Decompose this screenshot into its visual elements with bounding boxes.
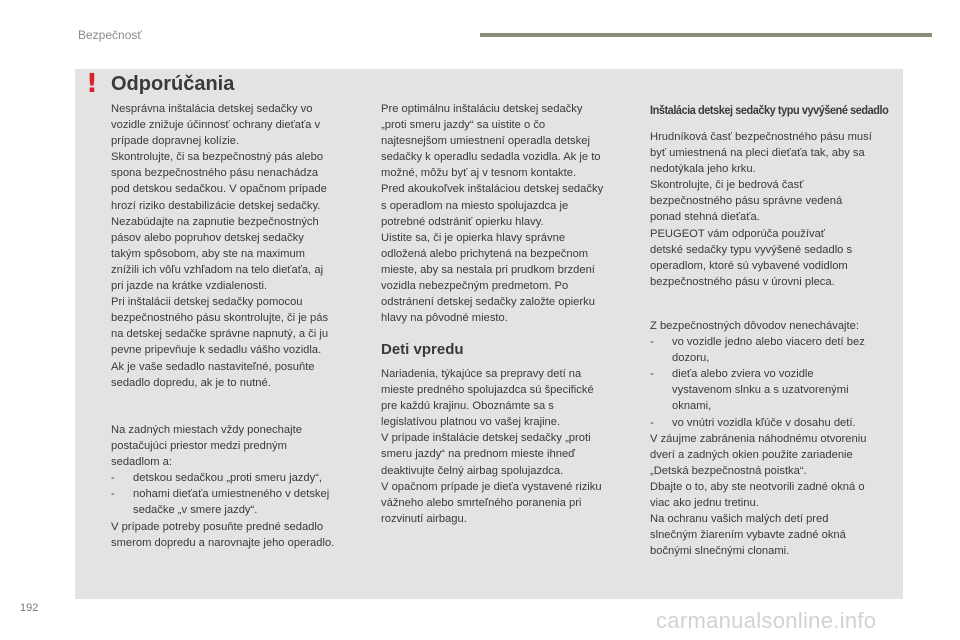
col1-paragraph-1: Nesprávna inštalácia detskej sedačky vo vozidle znižuje účinnosť ochrany dieťaťa v prípade dopravnej kolízie. Skontrolujte, či sa bezpečnostný pás alebo spona bezpečnostného pásu nenachádza pod detskou sedačkou. V opačnom prípade hrozí riziko destabilizácie detskej sedačky. Nezabúdajte na zapnutie bezpečnostných pásov alebo popruhov detskej sedačky takým spôsobom, aby ste na maximum znížili ich vôľu vzhľadom na telo dieťaťa, aj pri jazde na krátke vzdialenosti. Pri inštalácii detskej sedačky pomocou bezpečnostného pásu skontrolujte, či je pás na detskej sedačke správne napnutý, a či ju pevne pripevňuje k sedadlu vášho vozidla. Ak je vaše sedadlo nastaviteľné, posuňte sedadlo dopredu, ak je to nutné. — [111, 103, 329, 389]
col3-paragraph-1: Hrudníková časť bezpečnostného pásu musí byť umiestnená na pleci dieťaťa tak, aby sa nedotýkala jeho krku. Skontrolujte, či je bedrová časť bezpečnostného pásu správne vedená ponad stehná dieťaťa. PEUGEOT vám odporúča používať detské sedačky typu vyvýšené sedadlo s operadlom, ktoré sú vybavené vodidlom bezpečnostného pásu v úrovni pleca. — [650, 131, 872, 288]
page-number: 192 — [20, 602, 39, 614]
panel-title: Odporúčania — [111, 73, 235, 95]
list-item: - dieťa alebo zviera vo vozidle vystavenom slnku a s uzatvorenými oknami, — [650, 368, 849, 413]
list-item: - vo vnútri vozidla kľúče v dosahu detí. — [650, 416, 856, 429]
list-item: - detskou sedačkou „proti smeru jazdy“, — [111, 472, 323, 485]
header-rule — [480, 33, 932, 37]
warning-icon: ! — [86, 69, 98, 99]
col1-paragraph-2: Na zadných miestach vždy ponechajte postačujúci priestor medzi predným sedadlom a: - detskou sedačkou „proti smeru jazdy“, - nohami dieťaťa umiestneného v detskej sedačke „v smere jazdy“. V prípade potreby posuňte predné sedadlo smerom dopredu a narovnajte jeho operadlo. — [111, 422, 369, 551]
watermark: carmanualsonline.info — [656, 608, 877, 633]
col2-paragraph-1: Pre optimálnu inštaláciu detskej sedačky „proti smeru jazdy“ sa uistite o čo najtesnejšom umiestnení operadla detskej sedačky k operadlu sedadla vozidla. Ak je to možné, môžu byť aj v tesnom kontakte. Pred akoukoľvek inštaláciou detskej sedačky s operadlom na miesto spolujazdca je potrebné odstrániť opierku hlavy. Uistite sa, či je opierka hlavy správne odložená alebo prichytená na bezpečnom mieste, aby sa nestala pri prudkom brzdení vozidla nebezpečným predmetom. Po odstránení detskej sedačky založte opierku hlavy na pôvodné miesto. — [381, 103, 604, 325]
section-label: Bezpečnosť — [78, 28, 142, 42]
front-children-heading: Deti vpredu — [381, 341, 464, 358]
list-item: - nohami dieťaťa umiestneného v detskej sedačke „v smere jazdy“. — [111, 488, 330, 517]
list-item: - vo vozidle jedno alebo viacero detí bez dozoru, — [650, 336, 865, 365]
col3-paragraph-2: Z bezpečnostných dôvodov nenechávajte: - vo vozidle jedno alebo viacero detí bez dozoru, - dieťa alebo zviera vo vozidle vystavenom slnku a s uzatvorenými oknami, - vo vnútri vozidla kľúče v dosahu detí. V záujme zabránenia náhodnému otvoreniu dverí a zadných okien použite zariadenie „Detská bezpečnostná poistka“. Dbajte o to, aby ste neotvorili zadné okná o viac ako jednu tretinu. Na ochranu vašich malých detí pred slnečným žiarením vybavte zadné okná bočnými slnečnými clonami. — [650, 318, 902, 559]
col2-paragraph-2: Nariadenia, týkajúce sa prepravy detí na mieste predného spolujazdca sú špecifické pre každú krajinu. Oboznámte sa s legislatívou platnou vo vašej krajine. V prípade inštalácie detskej sedačky „proti smeru jazdy“ na prednom mieste ihneď deaktivujte čelný airbag spolujazdca. V opačnom prípade je dieťa vystavené riziku vážneho alebo smrteľného poranenia pri rozvinutí airbagu. — [381, 368, 602, 525]
booster-seat-heading: Inštalácia detskej sedačky typu vyvýšené sedadlo — [650, 104, 889, 117]
